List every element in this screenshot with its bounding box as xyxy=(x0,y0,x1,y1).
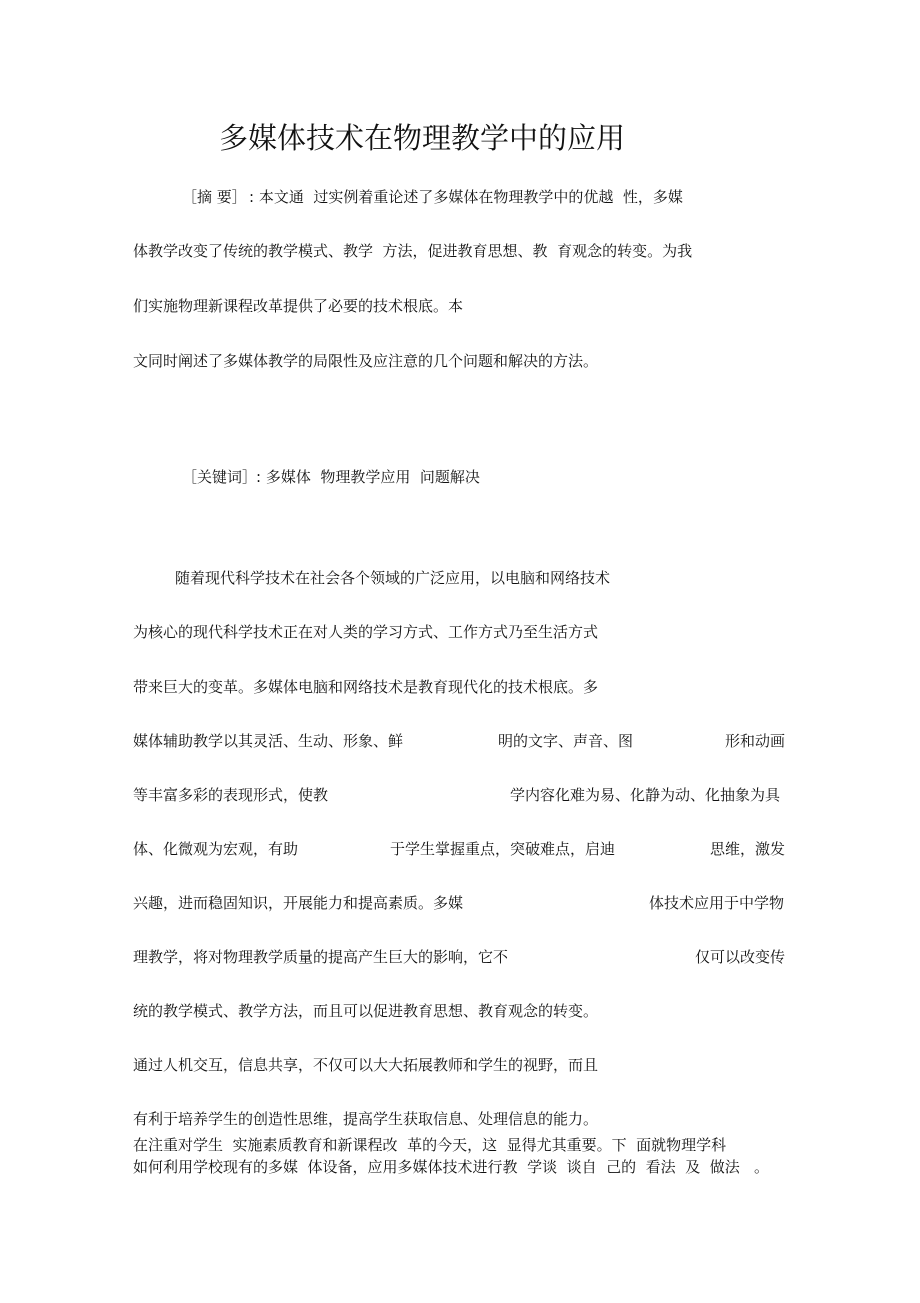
abstract-line-2: 体教学改变了传统的教学模式、教学 方法，促进教育思想、教 育观念的转变。为我 xyxy=(133,242,693,260)
body-line-9: 统的教学模式、教学方法，而且可以促进教育思想、教育观念的转变。 xyxy=(133,1002,599,1020)
body-line-5-part-2: 学内容化难为易、化静为动、化抽象为具 xyxy=(510,786,781,804)
abstract-label: ［摘 要］ xyxy=(182,188,247,206)
body-line-4-part-3: 形和动画 xyxy=(725,732,786,750)
keywords-label: ［关键词］ xyxy=(182,468,258,486)
body-line-10: 通过人机交互，信息共享，不仅可以大大拓展教师和学生的视野，而且 xyxy=(133,1056,599,1074)
abstract-line-3: 们实施物理新课程改革提供了必要的技术根底。本 xyxy=(133,297,464,315)
body-line-11: 有利于培养学生的创造性思维，提高学生获取信息、处理信息的能力。 xyxy=(133,1110,599,1128)
page-title: 多媒体技术在物理教学中的应用 xyxy=(219,121,626,155)
body-line-12: 在注重对学生 实施素质教育和新课程改 革的今天，这 显得尤其重要。下 面就物理学科 xyxy=(133,1136,727,1154)
body-line-7-part-1: 兴趣，进而稳固知识，开展能力和提高素质。多媒 xyxy=(133,894,464,912)
keywords-text: : 多媒体 物理教学应用 问题解决 xyxy=(256,468,480,486)
body-line-6-part-2: 于学生掌握重点，突破难点，启迪 xyxy=(390,840,616,858)
body-line-6-part-1: 体、化微观为宏观，有助 xyxy=(133,840,299,858)
body-line-7-part-2: 体技术应用于中学物 xyxy=(649,894,785,912)
body-line-4-part-2: 明的文字、声音、图 xyxy=(498,732,634,750)
abstract-line-1: : 本文通 过实例着重论述了多媒体在物理教学中的优越 性，多媒 xyxy=(249,188,683,206)
body-line-3: 带来巨大的变革。多媒体电脑和网络技术是教育现代化的技术根底。多 xyxy=(133,678,599,696)
body-line-6-part-3: 思维，激发 xyxy=(710,840,786,858)
abstract-line-4: 文同时阐述了多媒体教学的局限性及应注意的几个问题和解决的方法。 xyxy=(133,352,599,370)
body-line-1: 随着现代科学技术在社会各个领域的广泛应用，以电脑和网络技术 xyxy=(175,569,611,587)
body-line-2: 为核心的现代科学技术正在对人类的学习方式、工作方式乃至生活方式 xyxy=(133,623,599,641)
body-line-13: 如何利用学校现有的多媒 体设备，应用多媒体技术进行教 学谈 谈自 己的 看法 及 做法 。 xyxy=(133,1158,770,1176)
body-line-8-part-1: 理教学，将对物理教学质量的提高产生巨大的影响，它不 xyxy=(133,948,509,966)
body-line-4-part-1: 媒体辅助教学以其灵活、生动、形象、鲜 xyxy=(133,732,404,750)
body-line-5-part-1: 等丰富多彩的表现形式，使教 xyxy=(133,786,329,804)
body-line-8-part-2: 仅可以改变传 xyxy=(695,948,786,966)
